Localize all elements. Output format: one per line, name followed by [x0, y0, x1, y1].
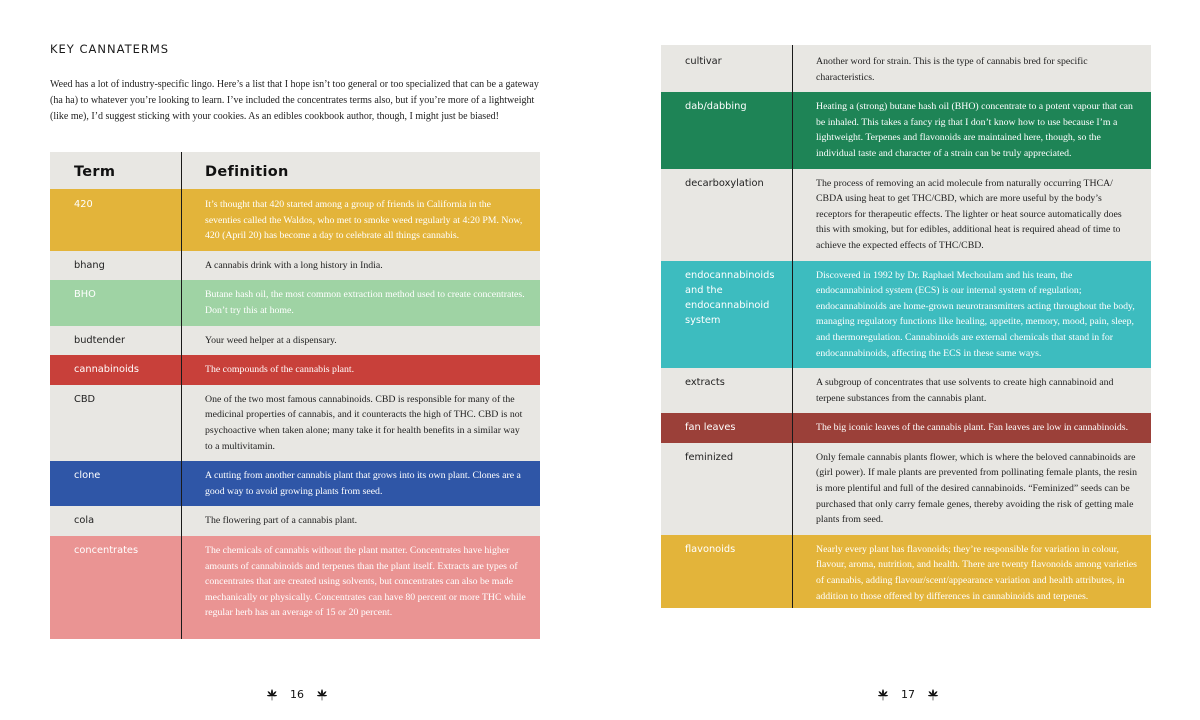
glossary-term: decarboxylation [685, 177, 764, 189]
glossary-row [661, 413, 1151, 443]
glossary-definition: A cutting from another cannabis plant that grows into its own plant. Clones are a good way to avoid growing plants from seed. [205, 470, 521, 497]
glossary-definition: Discovered in 1992 by Dr. Raphael Mechoulam and his team, the endocannabiniod system (ECS) is our internal system of regulation; endocannabinoids are home-grown neurotransmitters acting throughout the body, managing regulatory functions like healing, appetite, memory, mood, pain, sleep, and thermoregulation. Cannabinoids are external chemicals that stand in for endocannabinoids, affecting the ECS in these same ways. [816, 269, 1135, 359]
glossary-term: cola [74, 515, 95, 527]
glossary-definition: A cannabis drink with a long history in India. [205, 259, 383, 271]
glossary-definition: The big iconic leaves of the cannabis plant. Fan leaves are low in cannabinoids. [816, 422, 1129, 434]
glossary-row [661, 92, 1151, 168]
glossary-definition: Heating a (strong) butane hash oil (BHO) concentrate to a potent vapour that can be inhaled. This takes a fancy rig that I don’t know how to use because I’m a lightweight. Terpenes and flavonoids are maintained here, though, so the individual taste and character of a strain can be truly appreciated. [816, 101, 1133, 159]
glossary-definition: One of the two most famous cannabinoids. CBD is responsible for many of the medicinal properties of cannabis, and it counteracts the high of THC. CBD is not psychoactive when taken alone; many take it for health benefits in a similar way to a multivitamin. [205, 393, 523, 452]
page-number: 16 [290, 688, 304, 701]
cannabis-leaf-icon [877, 689, 889, 701]
glossary-row [50, 189, 540, 251]
glossary-row [661, 443, 1151, 535]
glossary-term: flavonoids [685, 543, 736, 555]
glossary-row [50, 385, 540, 461]
glossary-definition: Your weed helper at a dispensary. [205, 334, 337, 346]
glossary-term: feminized [685, 451, 734, 463]
glossary-definition: Another word for strain. This is the type of cannabis bred for specific characteristics. [816, 56, 1088, 83]
glossary-term: concentrates [74, 544, 139, 556]
glossary-definition: It’s thought that 420 started among a group of friends in California in the seventies called the Waldos, who met to smoke weed regularly at 4:20 PM. Now, 420 (April 20) has become a day to celebrate all things cannabis. [205, 199, 523, 242]
glossary-term: clone [74, 470, 101, 482]
page-number-right [877, 688, 939, 701]
glossary-definition: The chemicals of cannabis without the plant matter. Concentrates have higher amounts of cannabinoids and terpenes than the plant itself. Extracts are types of concentrates that are created using solvents, but concentrates can also be made mechanically or physically. Concentrates can have 80 percent or more THC while regular herb has an average of 15 or 20 percent. [205, 544, 526, 619]
glossary-term: extracts [685, 377, 725, 389]
glossary-row [661, 45, 1151, 92]
glossary-row [661, 169, 1151, 261]
glossary-row [661, 368, 1151, 413]
glossary-term: budtender [74, 334, 125, 346]
glossary-term: BHO [74, 289, 96, 301]
glossary-term: cultivar [685, 56, 722, 67]
right-page [600, 0, 1200, 720]
page-number-left [266, 688, 328, 701]
glossary-row [50, 355, 540, 385]
glossary-table-left [50, 152, 540, 639]
glossary-row [661, 535, 1151, 608]
glossary-row [661, 261, 1151, 369]
cannabis-leaf-icon [927, 689, 939, 701]
glossary-term: endocannabinoids and the endocannabinoid system [685, 269, 775, 326]
table-header [50, 152, 540, 189]
intro-paragraph: Weed has a lot of industry-specific lingo. Here’s a list that I hope isn’t too general or too specialized that can be a gateway (ha ha) to whatever you’re looking to learn. I’ve included the concentrates terms also, but if you’re more of a lightweight (like me), I’d suggest sticking with your cookies. As an edibles cookbook author, though, I might just be biased! [50, 79, 539, 122]
glossary-term: 420 [74, 199, 93, 210]
header-definition: Definition [205, 163, 289, 180]
page-number: 17 [901, 688, 915, 701]
section-title: KEY CANNATERMS [50, 42, 170, 56]
glossary-row [50, 506, 540, 536]
glossary-table-right [661, 45, 1151, 608]
glossary-definition: The process of removing an acid molecule from naturally occurring THCA/ CBDA using heat to get THC/CBD, which are more useful by the body’s receptors for therapeutic effects. The lighter or heat source automatically does this with smoking, but for edibles, additional heat is required ahead of time to achieve the expected effects of THC/CBD. [816, 177, 1122, 251]
glossary-row [50, 326, 540, 356]
glossary-term: bhang [74, 259, 105, 271]
glossary-row [50, 251, 540, 281]
glossary-definition: Only female cannabis plants flower, which is where the beloved cannabinoids are (girl power). If male plants are prevented from pollinating female plants, the resin is more plentiful and full of the desired cannabinoids. “Feminized” seeds can be purchased that only carry female genes, thereby avoiding the risk of getting male plants from seed. [816, 451, 1138, 526]
glossary-row [50, 536, 540, 639]
glossary-definition: Nearly every plant has flavonoids; they’re responsible for variation in colour, flavour, aroma, nutrition, and health. There are twenty flavonoids among varieties of cannabis, adding flavour/scent/appearance variation and health attributes, in addition to those offered by differences in cannabinoids and terpenes. [816, 543, 1137, 602]
glossary-definition: A subgroup of concentrates that use solvents to create high cannabinoid and terpene substances from the cannabis plant. [816, 377, 1114, 404]
glossary-row [50, 461, 540, 506]
glossary-term: CBD [74, 393, 96, 405]
glossary-definition: The compounds of the cannabis plant. [205, 364, 355, 376]
column-divider [792, 45, 793, 608]
glossary-term: fan leaves [685, 422, 736, 434]
cannabis-leaf-icon [266, 689, 278, 701]
glossary-definition: Butane hash oil, the most common extraction method used to create concentrates. Don’t try this at home. [205, 289, 525, 316]
glossary-definition: The flowering part of a cannabis plant. [205, 515, 358, 527]
glossary-row [50, 280, 540, 325]
column-divider [181, 152, 182, 639]
cannabis-leaf-icon [316, 689, 328, 701]
glossary-term: cannabinoids [74, 364, 140, 376]
glossary-term: dab/dabbing [685, 101, 747, 113]
header-term: Term [74, 163, 116, 180]
